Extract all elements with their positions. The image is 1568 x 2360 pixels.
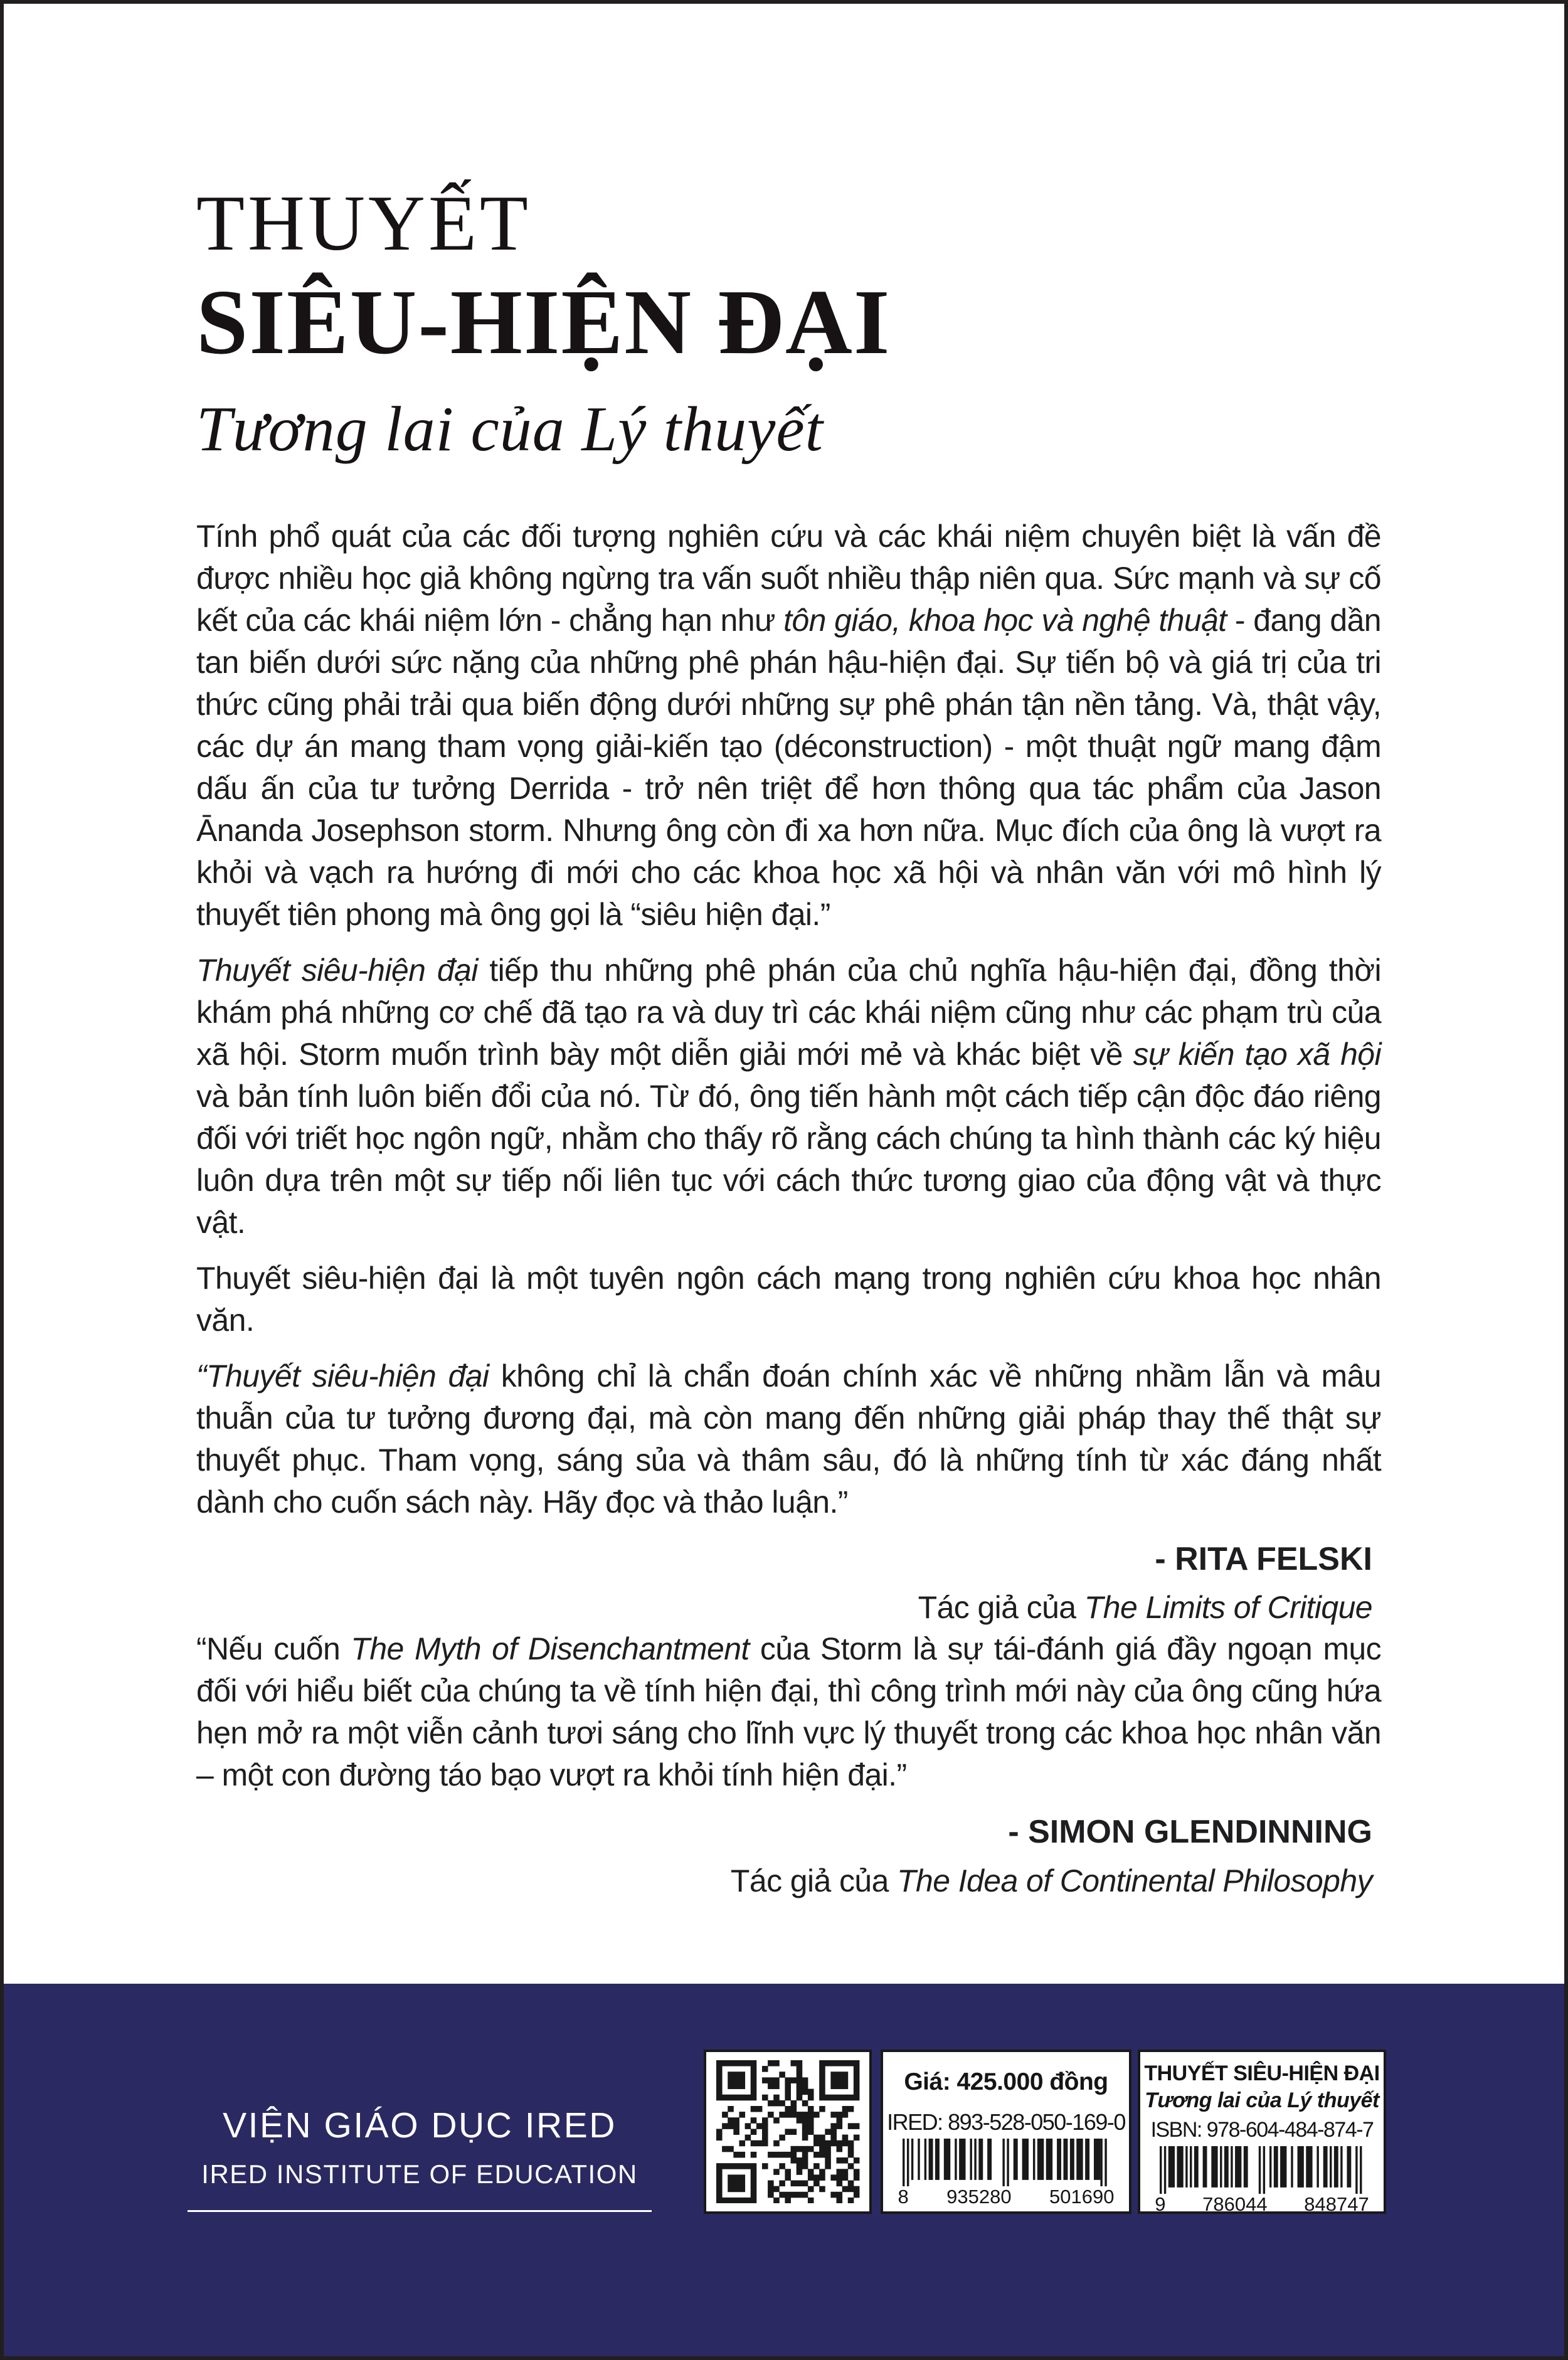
publisher-divider [188,2210,652,2212]
price-box [881,2050,1131,2214]
footer-book-title: THUYẾT SIÊU-HIỆN ĐẠI [1144,2061,1380,2085]
description-paragraph: Tính phổ quát của các đối tượng nghiên cứu và các khái niệm chuyên biệt là vấn đề được nhiều học giả không ngừng tra vấn suốt nhiều thập niên qua. Sức mạnh và sự cố kết của các khái niệm lớn - chẳng hạn như tôn giáo, khoa học và nghệ thuật - đang dần tan biến dưới sức nặng của những phê phán hậu-hiện đại. Sự tiến bộ và giá trị của tri thức cũng phải trải qua biến động dưới những sự phê phán tận nền tảng. Và, thật vậy, các dự án mang tham vọng giải-kiến tạo (déconstruction) - một thuật ngữ mang đậm dấu ấn của tư tưởng Derrida - trở nên triệt để hơn thông qua tác phẩm của Jason Ānanda Josephson storm. Nhưng ông còn đi xa hơn nữa. Mục đích của ông là vượt ra khỏi và vạch ra hướng đi mới cho các khoa học xã hội và nhân văn với mô hình lý thuyết tiên phong mà ông gọi là “siêu hiện đại.” [196,519,1381,932]
review-quote: “Nếu cuốn The Myth of Disenchantment của Storm là sự tái-đánh giá đầy ngoạn mục đối với hiểu biết của chúng ta về tính hiện đại, thì công trình mới này của ông cũng hứa hẹn mở ra một viễn cảnh tươi sáng cho lĩnh vực lý thuyết trong các khoa học nhân văn – một con đường táo bạo vượt ra khỏi tính hiện đại.” [196,1631,1381,1793]
publisher-name: VIỆN GIÁO DỤC IRED [223,2105,617,2146]
book-title-line1: THUYẾT [196,180,531,267]
isbn-box [1138,2050,1386,2214]
book-subtitle: Tương lai của Lý thuyết [196,394,824,465]
quote-attribution: - SIMON GLENDINNING [1008,1814,1372,1851]
barcode-icon [1160,2146,1364,2194]
isbn-number: ISBN: 978-604-484-874-7 [1150,2117,1374,2142]
quote-credit: Tác giả của The Idea of Continental Philosophy [730,1863,1372,1898]
qr-box [704,2050,872,2214]
footer-bar [4,1984,1564,2356]
price-label: Giá: 425.000 đồng [904,2068,1108,2095]
barcode-icon [903,2139,1109,2186]
barcode-digits: 8 935280 501690 [898,2186,1115,2208]
publisher-subname: IRED INSTITUTE OF EDUCATION [201,2159,638,2189]
description-paragraph: Thuyết siêu-hiện đại tiếp thu những phê phán của chủ nghĩa hậu-hiện đại, đồng thời khám phá những cơ chế đã tạo ra và duy trì các khái niệm cũng như các phạm trù của xã hội. Storm muốn trình bày một diễn giải mới mẻ và khác biệt về sự kiến tạo xã hội và bản tính luôn biến đổi của nó. Từ đó, ông tiến hành một cách tiếp cận độc đáo riêng đối với triết học ngôn ngữ, nhằm cho thấy rõ rằng cách chúng ta hình thành các ký hiệu luôn dựa trên một sự tiếp nối liên tục với cách thức tương giao của động vật và thực vật. [196,953,1381,1240]
quote-credit: Tác giả của The Limits of Critique [918,1590,1372,1626]
review-quote: “Thuyết siêu-hiện đại không chỉ là chẩn đoán chính xác về những nhầm lẫn và mâu thuẫn của tư tưởng đương đại, mà còn mang đến những giải pháp thay thế thật sự thuyết phục. Tham vọng, sáng sủa và thâm sâu, đó là những tính từ xác đáng nhất dành cho cuốn sách này. Hãy đọc và thảo luận.” [196,1358,1381,1520]
book-title-line2: SIÊU-HIỆN ĐẠI [196,271,891,374]
quote-attribution: - RITA FELSKI [1155,1541,1372,1577]
back-cover-text [196,516,1381,1902]
ired-code: IRED: 893-528-050-169-0 [887,2109,1125,2135]
title-block [196,180,1381,465]
qr-code-icon [714,2060,861,2203]
description-paragraph: Thuyết siêu-hiện đại là một tuyên ngôn cách mạng trong nghiên cứu khoa học nhân văn. [196,1261,1381,1338]
publisher-block [188,2105,652,2212]
footer-book-subtitle: Tương lai của Lý thuyết [1145,2088,1379,2112]
cover-content [196,4,1381,1902]
barcode-digits: 9 786044 848747 [1155,2193,1369,2214]
